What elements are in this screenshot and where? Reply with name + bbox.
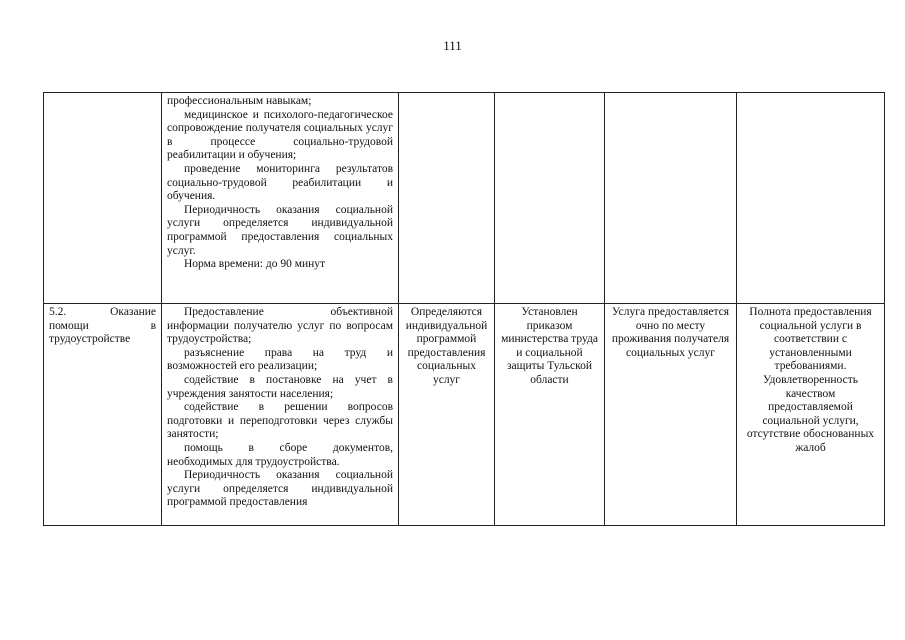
row2-desc-line: Периодичность оказания социальной услуги определяется индивидуальной программой предоставления bbox=[167, 469, 393, 509]
row2-description-cell bbox=[162, 304, 399, 526]
row1-description-cell bbox=[162, 93, 399, 304]
row2-desc-line: Предоставление объективной информации получателю услуг по вопросам трудоустройства; bbox=[167, 306, 393, 346]
table-row bbox=[44, 93, 885, 304]
row1-desc-line: профессиональным навыкам; bbox=[167, 95, 312, 107]
timing-text: Определяются индивидуальной программой предоставления социальных услуг bbox=[405, 306, 488, 386]
row2-desc-line: содействие в постановке на учет в учреждения занятости населения; bbox=[167, 373, 393, 400]
row2-timing-cell bbox=[399, 304, 495, 526]
conditions-text: Услуга предоставляется очно по месту проживания получателя социальных услуг bbox=[611, 306, 730, 359]
row2-quality-cell bbox=[737, 304, 885, 526]
row1-desc-line: Норма времени: до 90 минут bbox=[184, 258, 326, 271]
row1-quality-cell bbox=[737, 93, 885, 304]
row2-desc-line: помощь в сборе документов, необходимых для трудоустройства. bbox=[167, 441, 393, 468]
row1-service-name-cell bbox=[44, 93, 162, 304]
page-number: 111 bbox=[443, 38, 462, 53]
row1-tariff-cell bbox=[495, 93, 605, 304]
quality-text: Удовлетворенность качеством предоставляемой социальной услуги, отсутствие обоснованных жалоб bbox=[746, 373, 875, 454]
row2-conditions-cell bbox=[605, 304, 737, 526]
table-row bbox=[44, 304, 885, 526]
row2-desc-line: разъяснение права на труд и возможностей его реализации; bbox=[167, 346, 393, 373]
service-name: 5.2. Оказание помощи в трудоустройстве bbox=[49, 306, 156, 346]
row1-conditions-cell bbox=[605, 93, 737, 304]
row2-tariff-cell bbox=[495, 304, 605, 526]
row2-service-name-cell bbox=[44, 304, 162, 526]
row1-desc-line: медицинское и психолого-педагогическое сопровождение получателя социальных услуг в процессе социально-трудовой реабилитации и обучения; bbox=[167, 108, 393, 162]
row1-timing-cell bbox=[399, 93, 495, 304]
row2-desc-line: содействие в решении вопросов подготовки и переподготовки через службы занятости; bbox=[167, 401, 393, 441]
quality-text: Полнота предоставления социальной услуги в соответствии с установленными требованиями. bbox=[749, 306, 872, 373]
tariff-text: Установлен приказом министерства труда и социальной защиты Тульской области bbox=[501, 306, 598, 386]
row1-desc-line: Периодичность оказания социальной услуги определяется индивидуальной программой предоставления социальных услуг. bbox=[167, 203, 393, 257]
row1-desc-line: проведение мониторинга результатов социально-трудовой реабилитации и обучения. bbox=[167, 162, 393, 203]
services-table bbox=[43, 92, 885, 526]
